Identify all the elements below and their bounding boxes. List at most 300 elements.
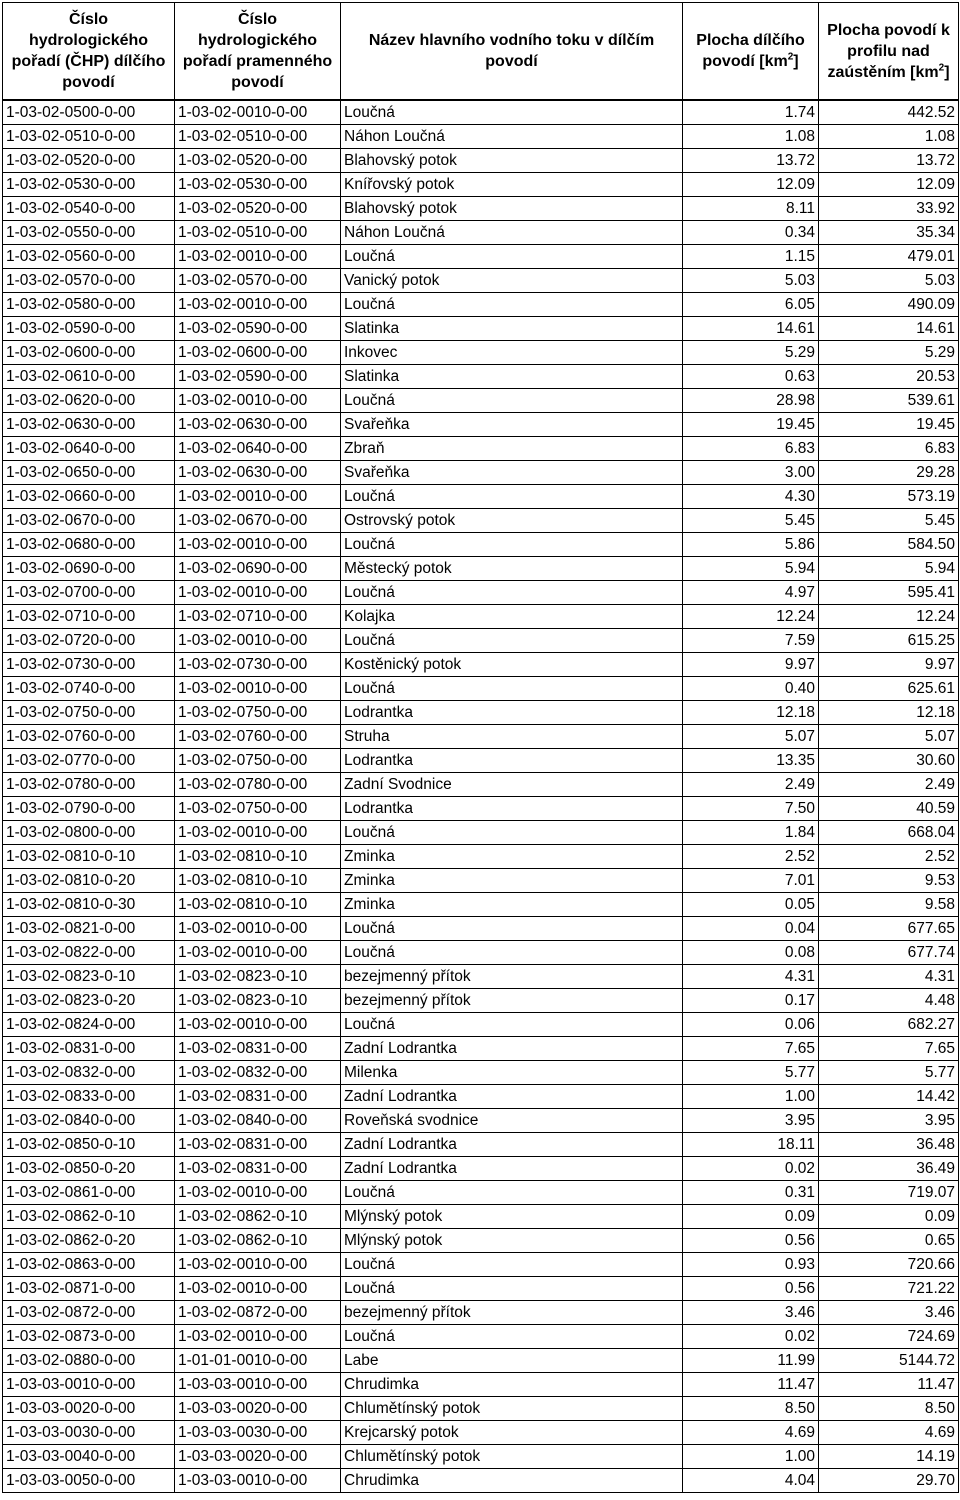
table-row xyxy=(3,461,959,485)
cell-subbasin-area: 4.04 xyxy=(683,1469,819,1493)
cell-stream-name: Ostrovský potok xyxy=(341,509,683,533)
cell-chp-number: 1-03-02-0730-0-00 xyxy=(3,653,175,677)
cell-cumulative-area: 6.83 xyxy=(819,437,959,461)
cell-subbasin-area: 8.11 xyxy=(683,197,819,221)
cell-stream-name: Inkovec xyxy=(341,341,683,365)
cell-source-number: 1-03-02-0010-0-00 xyxy=(175,941,341,965)
table-row xyxy=(3,821,959,845)
cell-stream-name: Blahovský potok xyxy=(341,149,683,173)
cell-source-number: 1-03-02-0010-0-00 xyxy=(175,677,341,701)
cell-stream-name: Zbraň xyxy=(341,437,683,461)
cell-subbasin-area: 7.59 xyxy=(683,629,819,653)
cell-source-number: 1-03-02-0710-0-00 xyxy=(175,605,341,629)
cell-source-number: 1-03-02-0010-0-00 xyxy=(175,1253,341,1277)
cell-subbasin-area: 5.29 xyxy=(683,341,819,365)
cell-chp-number: 1-03-03-0040-0-00 xyxy=(3,1445,175,1469)
cell-cumulative-area: 29.28 xyxy=(819,461,959,485)
cell-subbasin-area: 3.95 xyxy=(683,1109,819,1133)
table-row xyxy=(3,317,959,341)
header-superscript: 2 xyxy=(938,62,945,74)
cell-source-number: 1-03-02-0010-0-00 xyxy=(175,533,341,557)
cell-source-number: 1-03-02-0780-0-00 xyxy=(175,773,341,797)
cell-source-number: 1-03-02-0010-0-00 xyxy=(175,629,341,653)
cell-subbasin-area: 0.05 xyxy=(683,893,819,917)
table-row xyxy=(3,100,959,125)
cell-cumulative-area: 5144.72 xyxy=(819,1349,959,1373)
cell-stream-name: Zadní Lodrantka xyxy=(341,1085,683,1109)
cell-stream-name: Knířovský potok xyxy=(341,173,683,197)
cell-source-number: 1-03-02-0010-0-00 xyxy=(175,1325,341,1349)
cell-cumulative-area: 584.50 xyxy=(819,533,959,557)
hydrology-table xyxy=(2,2,959,1493)
cell-cumulative-area: 0.65 xyxy=(819,1229,959,1253)
table-row xyxy=(3,893,959,917)
cell-source-number: 1-03-02-0872-0-00 xyxy=(175,1301,341,1325)
cell-subbasin-area: 1.08 xyxy=(683,125,819,149)
cell-chp-number: 1-03-02-0580-0-00 xyxy=(3,293,175,317)
header-text: Název hlavního vodního toku v dílčím xyxy=(368,32,655,49)
cell-subbasin-area: 0.93 xyxy=(683,1253,819,1277)
cell-source-number: 1-03-02-0010-0-00 xyxy=(175,1013,341,1037)
cell-subbasin-area: 1.74 xyxy=(683,100,819,125)
cell-source-number: 1-03-02-0810-0-10 xyxy=(175,845,341,869)
cell-stream-name: Zadní Lodrantka xyxy=(341,1037,683,1061)
cell-subbasin-area: 7.01 xyxy=(683,869,819,893)
cell-cumulative-area: 1.08 xyxy=(819,125,959,149)
cell-cumulative-area: 5.29 xyxy=(819,341,959,365)
cell-stream-name: Loučná xyxy=(341,293,683,317)
table-row xyxy=(3,557,959,581)
cell-subbasin-area: 0.56 xyxy=(683,1277,819,1301)
cell-source-number: 1-03-02-0510-0-00 xyxy=(175,125,341,149)
cell-stream-name: Loučná xyxy=(341,533,683,557)
cell-chp-number: 1-03-03-0010-0-00 xyxy=(3,1373,175,1397)
table-row xyxy=(3,1469,959,1493)
cell-source-number: 1-03-03-0010-0-00 xyxy=(175,1469,341,1493)
cell-cumulative-area: 2.52 xyxy=(819,845,959,869)
cell-source-number: 1-03-02-0831-0-00 xyxy=(175,1037,341,1061)
header-text: hydrologického xyxy=(197,32,318,49)
cell-chp-number: 1-03-02-0680-0-00 xyxy=(3,533,175,557)
cell-chp-number: 1-03-02-0630-0-00 xyxy=(3,413,175,437)
cell-chp-number: 1-03-02-0770-0-00 xyxy=(3,749,175,773)
cell-stream-name: Loučná xyxy=(341,1013,683,1037)
table-row xyxy=(3,653,959,677)
header-text: Plocha dílčího xyxy=(696,32,805,49)
cell-source-number: 1-03-03-0020-0-00 xyxy=(175,1445,341,1469)
table-row xyxy=(3,125,959,149)
cell-stream-name: Slatinka xyxy=(341,317,683,341)
cell-source-number: 1-03-02-0010-0-00 xyxy=(175,293,341,317)
cell-chp-number: 1-03-02-0833-0-00 xyxy=(3,1085,175,1109)
cell-source-number: 1-03-02-0010-0-00 xyxy=(175,917,341,941)
cell-subbasin-area: 0.04 xyxy=(683,917,819,941)
cell-chp-number: 1-03-02-0600-0-00 xyxy=(3,341,175,365)
cell-source-number: 1-03-02-0730-0-00 xyxy=(175,653,341,677)
cell-cumulative-area: 668.04 xyxy=(819,821,959,845)
header-row xyxy=(3,3,959,101)
cell-chp-number: 1-03-02-0740-0-00 xyxy=(3,677,175,701)
table-row xyxy=(3,389,959,413)
header-text: ] xyxy=(944,63,950,81)
cell-cumulative-area: 33.92 xyxy=(819,197,959,221)
table-row xyxy=(3,269,959,293)
cell-chp-number: 1-03-02-0510-0-00 xyxy=(3,125,175,149)
cell-source-number: 1-03-02-0010-0-00 xyxy=(175,245,341,269)
cell-cumulative-area: 5.45 xyxy=(819,509,959,533)
cell-source-number: 1-01-01-0010-0-00 xyxy=(175,1349,341,1373)
header-text: Číslo xyxy=(237,11,278,28)
cell-subbasin-area: 1.84 xyxy=(683,821,819,845)
cell-chp-number: 1-03-02-0620-0-00 xyxy=(3,389,175,413)
cell-chp-number: 1-03-02-0650-0-00 xyxy=(3,461,175,485)
cell-source-number: 1-03-02-0010-0-00 xyxy=(175,821,341,845)
header-text: hydrologického xyxy=(28,32,149,49)
table-row xyxy=(3,1325,959,1349)
cell-source-number: 1-03-02-0670-0-00 xyxy=(175,509,341,533)
cell-chp-number: 1-03-02-0862-0-10 xyxy=(3,1205,175,1229)
cell-subbasin-area: 0.63 xyxy=(683,365,819,389)
cell-subbasin-area: 8.50 xyxy=(683,1397,819,1421)
table-row xyxy=(3,965,959,989)
cell-subbasin-area: 0.09 xyxy=(683,1205,819,1229)
cell-stream-name: Lodrantka xyxy=(341,701,683,725)
cell-stream-name: Vanický potok xyxy=(341,269,683,293)
cell-stream-name: Loučná xyxy=(341,100,683,125)
table-row xyxy=(3,1133,959,1157)
cell-chp-number: 1-03-02-0810-0-10 xyxy=(3,845,175,869)
cell-cumulative-area: 4.31 xyxy=(819,965,959,989)
cell-source-number: 1-03-02-0832-0-00 xyxy=(175,1061,341,1085)
cell-cumulative-area: 2.49 xyxy=(819,773,959,797)
cell-cumulative-area: 625.61 xyxy=(819,677,959,701)
cell-chp-number: 1-03-02-0550-0-00 xyxy=(3,221,175,245)
cell-chp-number: 1-03-02-0823-0-20 xyxy=(3,989,175,1013)
table-row xyxy=(3,1157,959,1181)
table-row xyxy=(3,677,959,701)
cell-chp-number: 1-03-02-0520-0-00 xyxy=(3,149,175,173)
table-row xyxy=(3,509,959,533)
cell-subbasin-area: 2.49 xyxy=(683,773,819,797)
cell-source-number: 1-03-02-0750-0-00 xyxy=(175,749,341,773)
cell-cumulative-area: 7.65 xyxy=(819,1037,959,1061)
cell-stream-name: Roveňská svodnice xyxy=(341,1109,683,1133)
cell-source-number: 1-03-02-0750-0-00 xyxy=(175,797,341,821)
cell-chp-number: 1-03-02-0500-0-00 xyxy=(3,100,175,125)
cell-source-number: 1-03-02-0010-0-00 xyxy=(175,1181,341,1205)
cell-chp-number: 1-03-03-0020-0-00 xyxy=(3,1397,175,1421)
cell-subbasin-area: 0.31 xyxy=(683,1181,819,1205)
cell-stream-name: Loučná xyxy=(341,1325,683,1349)
cell-subbasin-area: 2.52 xyxy=(683,845,819,869)
header-superscript: 2 xyxy=(787,51,794,63)
cell-subbasin-area: 11.99 xyxy=(683,1349,819,1373)
cell-cumulative-area: 14.61 xyxy=(819,317,959,341)
cell-subbasin-area: 9.97 xyxy=(683,653,819,677)
table-row xyxy=(3,1445,959,1469)
table-row xyxy=(3,749,959,773)
cell-stream-name: Struha xyxy=(341,725,683,749)
cell-stream-name: Svařeňka xyxy=(341,413,683,437)
cell-chp-number: 1-03-02-0670-0-00 xyxy=(3,509,175,533)
header-text: zaústěním [km xyxy=(827,63,939,81)
cell-source-number: 1-03-03-0030-0-00 xyxy=(175,1421,341,1445)
cell-chp-number: 1-03-02-0780-0-00 xyxy=(3,773,175,797)
cell-source-number: 1-03-02-0010-0-00 xyxy=(175,485,341,509)
cell-subbasin-area: 4.30 xyxy=(683,485,819,509)
cell-chp-number: 1-03-02-0660-0-00 xyxy=(3,485,175,509)
cell-chp-number: 1-03-02-0823-0-10 xyxy=(3,965,175,989)
cell-subbasin-area: 5.03 xyxy=(683,269,819,293)
table-row xyxy=(3,197,959,221)
cell-chp-number: 1-03-02-0821-0-00 xyxy=(3,917,175,941)
cell-chp-number: 1-03-02-0790-0-00 xyxy=(3,797,175,821)
cell-cumulative-area: 479.01 xyxy=(819,245,959,269)
cell-source-number: 1-03-02-0010-0-00 xyxy=(175,389,341,413)
cell-subbasin-area: 5.94 xyxy=(683,557,819,581)
cell-chp-number: 1-03-02-0822-0-00 xyxy=(3,941,175,965)
cell-cumulative-area: 4.48 xyxy=(819,989,959,1013)
cell-chp-number: 1-03-02-0570-0-00 xyxy=(3,269,175,293)
cell-source-number: 1-03-02-0010-0-00 xyxy=(175,100,341,125)
cell-cumulative-area: 13.72 xyxy=(819,149,959,173)
cell-stream-name: Městecký potok xyxy=(341,557,683,581)
cell-stream-name: Loučná xyxy=(341,677,683,701)
cell-stream-name: Zadní Lodrantka xyxy=(341,1157,683,1181)
table-row xyxy=(3,797,959,821)
cell-source-number: 1-03-02-0862-0-10 xyxy=(175,1205,341,1229)
cell-cumulative-area: 5.94 xyxy=(819,557,959,581)
cell-subbasin-area: 0.02 xyxy=(683,1325,819,1349)
cell-source-number: 1-03-02-0010-0-00 xyxy=(175,581,341,605)
cell-chp-number: 1-03-03-0030-0-00 xyxy=(3,1421,175,1445)
cell-source-number: 1-03-02-0530-0-00 xyxy=(175,173,341,197)
cell-chp-number: 1-03-02-0861-0-00 xyxy=(3,1181,175,1205)
cell-chp-number: 1-03-03-0050-0-00 xyxy=(3,1469,175,1493)
cell-cumulative-area: 0.09 xyxy=(819,1205,959,1229)
cell-subbasin-area: 0.08 xyxy=(683,941,819,965)
table-row xyxy=(3,1109,959,1133)
cell-source-number: 1-03-02-0510-0-00 xyxy=(175,221,341,245)
cell-cumulative-area: 3.95 xyxy=(819,1109,959,1133)
cell-source-number: 1-03-02-0810-0-10 xyxy=(175,869,341,893)
cell-cumulative-area: 12.18 xyxy=(819,701,959,725)
cell-cumulative-area: 4.69 xyxy=(819,1421,959,1445)
cell-subbasin-area: 4.69 xyxy=(683,1421,819,1445)
cell-subbasin-area: 5.07 xyxy=(683,725,819,749)
cell-chp-number: 1-03-02-0530-0-00 xyxy=(3,173,175,197)
table-row xyxy=(3,869,959,893)
cell-source-number: 1-03-02-0690-0-00 xyxy=(175,557,341,581)
cell-subbasin-area: 14.61 xyxy=(683,317,819,341)
cell-stream-name: bezejmenný přítok xyxy=(341,989,683,1013)
cell-subbasin-area: 1.00 xyxy=(683,1445,819,1469)
cell-cumulative-area: 14.42 xyxy=(819,1085,959,1109)
cell-stream-name: Milenka xyxy=(341,1061,683,1085)
cell-subbasin-area: 1.15 xyxy=(683,245,819,269)
cell-source-number: 1-03-02-0831-0-00 xyxy=(175,1133,341,1157)
cell-cumulative-area: 40.59 xyxy=(819,797,959,821)
table-row xyxy=(3,1229,959,1253)
cell-subbasin-area: 7.65 xyxy=(683,1037,819,1061)
cell-chp-number: 1-03-02-0873-0-00 xyxy=(3,1325,175,1349)
cell-stream-name: Slatinka xyxy=(341,365,683,389)
cell-cumulative-area: 682.27 xyxy=(819,1013,959,1037)
cell-chp-number: 1-03-02-0824-0-00 xyxy=(3,1013,175,1037)
cell-stream-name: Zadní Svodnice xyxy=(341,773,683,797)
cell-chp-number: 1-03-02-0640-0-00 xyxy=(3,437,175,461)
cell-cumulative-area: 30.60 xyxy=(819,749,959,773)
header-text xyxy=(685,51,816,72)
cell-chp-number: 1-03-02-0862-0-20 xyxy=(3,1229,175,1253)
cell-subbasin-area: 5.86 xyxy=(683,533,819,557)
cell-stream-name: Loučná xyxy=(341,1181,683,1205)
header-text: profilu nad xyxy=(847,42,930,60)
cell-stream-name: Kostěnický potok xyxy=(341,653,683,677)
header-stream-name xyxy=(341,3,683,101)
cell-cumulative-area: 442.52 xyxy=(819,100,959,125)
table-row xyxy=(3,221,959,245)
cell-subbasin-area: 12.18 xyxy=(683,701,819,725)
table-row xyxy=(3,917,959,941)
table-row xyxy=(3,1349,959,1373)
cell-stream-name: Náhon Loučná xyxy=(341,221,683,245)
cell-subbasin-area: 13.72 xyxy=(683,149,819,173)
cell-cumulative-area: 5.07 xyxy=(819,725,959,749)
cell-cumulative-area: 12.24 xyxy=(819,605,959,629)
table-row xyxy=(3,581,959,605)
cell-subbasin-area: 12.24 xyxy=(683,605,819,629)
cell-chp-number: 1-03-02-0831-0-00 xyxy=(3,1037,175,1061)
cell-source-number: 1-03-02-0590-0-00 xyxy=(175,317,341,341)
cell-cumulative-area: 11.47 xyxy=(819,1373,959,1397)
cell-stream-name: Loučná xyxy=(341,941,683,965)
cell-subbasin-area: 6.83 xyxy=(683,437,819,461)
cell-subbasin-area: 7.50 xyxy=(683,797,819,821)
header-text: Číslo xyxy=(68,11,109,28)
header-text: pořadí pramenného xyxy=(182,53,333,70)
cell-stream-name: Loučná xyxy=(341,1253,683,1277)
cell-source-number: 1-03-02-0831-0-00 xyxy=(175,1157,341,1181)
cell-cumulative-area: 36.49 xyxy=(819,1157,959,1181)
cell-stream-name: Loučná xyxy=(341,581,683,605)
cell-cumulative-area: 539.61 xyxy=(819,389,959,413)
table-row xyxy=(3,1301,959,1325)
header-text: Plocha povodí k xyxy=(827,21,950,39)
cell-cumulative-area: 573.19 xyxy=(819,485,959,509)
cell-stream-name: bezejmenný přítok xyxy=(341,1301,683,1325)
cell-subbasin-area: 4.97 xyxy=(683,581,819,605)
cell-source-number: 1-03-02-0520-0-00 xyxy=(175,197,341,221)
table-row xyxy=(3,1373,959,1397)
cell-stream-name: Loučná xyxy=(341,629,683,653)
cell-cumulative-area: 3.46 xyxy=(819,1301,959,1325)
header-text: povodí [km xyxy=(702,53,788,70)
table-row xyxy=(3,1181,959,1205)
cell-chp-number: 1-03-02-0560-0-00 xyxy=(3,245,175,269)
header-cumulative-area xyxy=(819,3,959,101)
cell-cumulative-area: 5.77 xyxy=(819,1061,959,1085)
table-row xyxy=(3,533,959,557)
cell-cumulative-area: 595.41 xyxy=(819,581,959,605)
cell-subbasin-area: 19.45 xyxy=(683,413,819,437)
cell-source-number: 1-03-02-0630-0-00 xyxy=(175,461,341,485)
cell-source-number: 1-03-02-0590-0-00 xyxy=(175,365,341,389)
header-text: povodí xyxy=(62,74,115,91)
cell-cumulative-area: 719.07 xyxy=(819,1181,959,1205)
cell-source-number: 1-03-03-0010-0-00 xyxy=(175,1373,341,1397)
cell-stream-name: Mlýnský potok xyxy=(341,1205,683,1229)
cell-chp-number: 1-03-02-0610-0-00 xyxy=(3,365,175,389)
header-text: ] xyxy=(793,53,799,70)
cell-stream-name: Labe xyxy=(341,1349,683,1373)
table-row xyxy=(3,1085,959,1109)
cell-cumulative-area: 35.34 xyxy=(819,221,959,245)
cell-cumulative-area: 9.97 xyxy=(819,653,959,677)
cell-cumulative-area: 9.53 xyxy=(819,869,959,893)
cell-stream-name: Lodrantka xyxy=(341,749,683,773)
cell-chp-number: 1-03-02-0871-0-00 xyxy=(3,1277,175,1301)
cell-chp-number: 1-03-02-0880-0-00 xyxy=(3,1349,175,1373)
table-row xyxy=(3,437,959,461)
cell-cumulative-area: 490.09 xyxy=(819,293,959,317)
cell-cumulative-area: 724.69 xyxy=(819,1325,959,1349)
cell-chp-number: 1-03-02-0750-0-00 xyxy=(3,701,175,725)
cell-subbasin-area: 5.77 xyxy=(683,1061,819,1085)
cell-stream-name: Zadní Lodrantka xyxy=(341,1133,683,1157)
cell-source-number: 1-03-03-0020-0-00 xyxy=(175,1397,341,1421)
header-text: pořadí (ČHP) dílčího xyxy=(11,53,166,70)
cell-subbasin-area: 12.09 xyxy=(683,173,819,197)
table-row xyxy=(3,341,959,365)
cell-stream-name: bezejmenný přítok xyxy=(341,965,683,989)
cell-source-number: 1-03-02-0862-0-10 xyxy=(175,1229,341,1253)
header-text xyxy=(821,62,956,83)
cell-cumulative-area: 615.25 xyxy=(819,629,959,653)
cell-cumulative-area: 677.74 xyxy=(819,941,959,965)
cell-cumulative-area: 721.22 xyxy=(819,1277,959,1301)
table-row xyxy=(3,245,959,269)
cell-chp-number: 1-03-02-0850-0-20 xyxy=(3,1157,175,1181)
table-row xyxy=(3,413,959,437)
cell-chp-number: 1-03-02-0863-0-00 xyxy=(3,1253,175,1277)
cell-subbasin-area: 0.40 xyxy=(683,677,819,701)
cell-cumulative-area: 36.48 xyxy=(819,1133,959,1157)
cell-subbasin-area: 5.45 xyxy=(683,509,819,533)
table-row xyxy=(3,149,959,173)
cell-stream-name: Loučná xyxy=(341,485,683,509)
table-row xyxy=(3,1277,959,1301)
cell-cumulative-area: 12.09 xyxy=(819,173,959,197)
cell-cumulative-area: 19.45 xyxy=(819,413,959,437)
table-row xyxy=(3,485,959,509)
cell-chp-number: 1-03-02-0872-0-00 xyxy=(3,1301,175,1325)
cell-chp-number: 1-03-02-0720-0-00 xyxy=(3,629,175,653)
cell-chp-number: 1-03-02-0590-0-00 xyxy=(3,317,175,341)
cell-subbasin-area: 13.35 xyxy=(683,749,819,773)
cell-stream-name: Loučná xyxy=(341,821,683,845)
cell-chp-number: 1-03-02-0760-0-00 xyxy=(3,725,175,749)
cell-subbasin-area: 1.00 xyxy=(683,1085,819,1109)
cell-subbasin-area: 18.11 xyxy=(683,1133,819,1157)
cell-stream-name: Chrudimka xyxy=(341,1373,683,1397)
cell-subbasin-area: 0.34 xyxy=(683,221,819,245)
cell-stream-name: Lodrantka xyxy=(341,797,683,821)
cell-chp-number: 1-03-02-0850-0-10 xyxy=(3,1133,175,1157)
cell-subbasin-area: 11.47 xyxy=(683,1373,819,1397)
table-row xyxy=(3,989,959,1013)
cell-stream-name: Loučná xyxy=(341,245,683,269)
